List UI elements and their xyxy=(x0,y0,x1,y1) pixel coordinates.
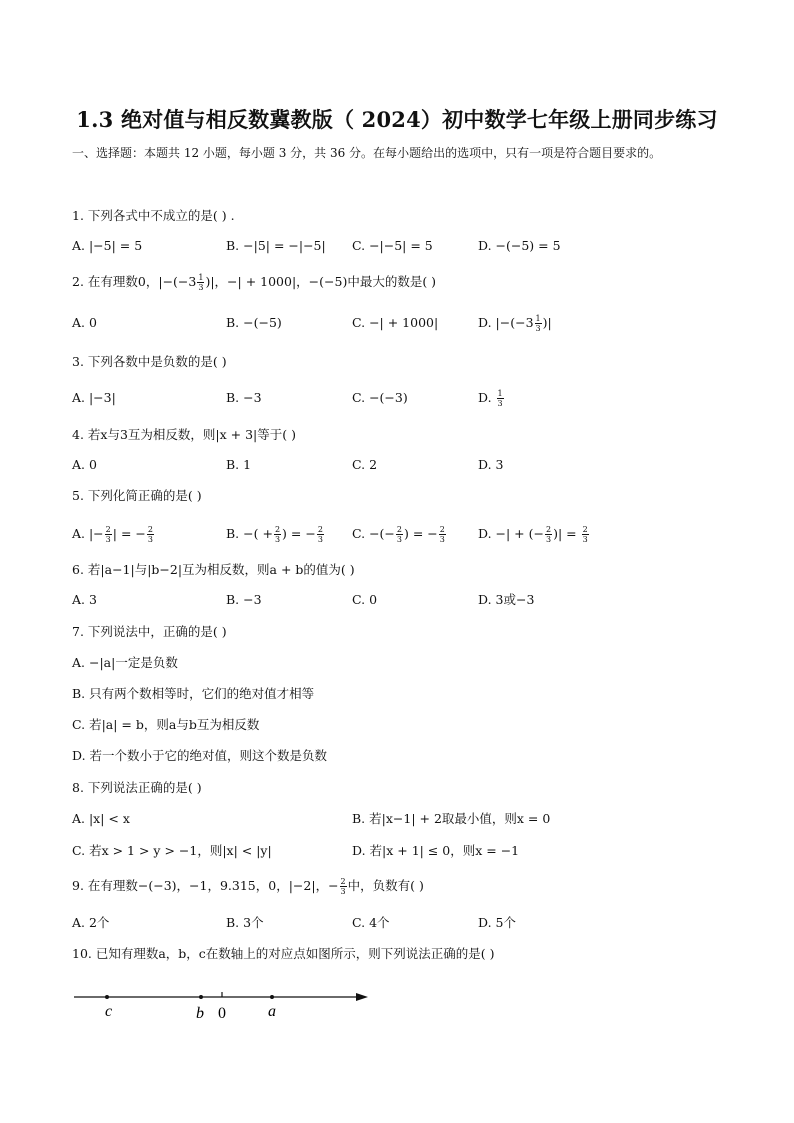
q4-option-b: B. 1 xyxy=(226,457,252,472)
question-9-stem: 9. 在有理数−(−3)，−1，9.315，0，|−2|，− $\frac{2}{3}$ 中，负数有( ) xyxy=(72,877,424,896)
label-b: b xyxy=(196,1005,204,1022)
point-a xyxy=(270,995,274,999)
number-line-arrow-icon xyxy=(356,993,368,1001)
question-6-stem: 6. 若|a−1|与|b−2|互为相反数，则a + b的值为( ) xyxy=(72,562,355,577)
question-1-stem: 1. 下列各式中不成立的是( ) . xyxy=(72,208,235,223)
q6-option-b: B. −3 xyxy=(226,592,262,607)
q5-option-c: C. −(− $\frac{2}{3}$ ) = − $\frac{2}{3}$ xyxy=(352,525,445,544)
question-7-stem: 7. 下列说法中，正确的是( ) xyxy=(72,624,227,639)
q8-option-d: D. 若|x + 1| ≤ 0，则x = −1 xyxy=(352,843,520,858)
q1-option-c: C. −|−5| = 5 xyxy=(352,238,433,253)
q3-option-c: C. −(−3) xyxy=(352,390,408,405)
q4-option-a: A. 0 xyxy=(72,457,97,472)
q7-option-d: D. 若一个数小于它的绝对值，则这个数是负数 xyxy=(72,748,328,763)
q3-option-a: A. |−3| xyxy=(72,390,116,405)
q5-option-d: D. −| + (− $\frac{2}{3}$ )| = $\frac{2}{3}$ xyxy=(478,525,588,544)
q5-option-b: B. −( + $\frac{2}{3}$ ) = − $\frac{2}{3}$ xyxy=(226,525,323,544)
q2-option-a: A. 0 xyxy=(72,315,97,330)
q6-option-c: C. 0 xyxy=(352,592,378,607)
label-c: c xyxy=(105,1003,113,1020)
section-heading: 一、选择题：本题共 12 小题，每小题 3 分，共 36 分。在每小题给出的选项中，只有一项是符合题目要求的。 xyxy=(72,146,662,160)
q3-option-b: B. −3 xyxy=(226,390,262,405)
question-10-stem: 10. 已知有理数a，b，c在数轴上的对应点如图所示，则下列说法正确的是( ) xyxy=(72,946,495,961)
question-8-stem: 8. 下列说法正确的是( ) xyxy=(72,780,202,795)
q4-option-d: D. 3 xyxy=(478,457,504,472)
q9-option-b: B. 3个 xyxy=(226,915,264,930)
question-3-stem: 3. 下列各数中是负数的是( ) xyxy=(72,354,227,369)
q8-option-c: C. 若x > 1 > y > −1，则|x| < |y| xyxy=(72,843,272,858)
q2-option-d: D. |−(−3 $\frac{1}{3}$ )| xyxy=(478,314,552,333)
q6-option-d: D. 3或−3 xyxy=(478,592,535,607)
number-line-figure xyxy=(72,985,382,1025)
page-title: 1.3 绝对值与相反数冀教版（ 2024）初中数学七年级上册同步练习 xyxy=(76,107,718,132)
question-4-stem: 4. 若x与3互为相反数，则|x + 3|等于( ) xyxy=(72,427,296,442)
q2-option-c: C. −| + 1000| xyxy=(352,315,439,330)
point-b xyxy=(199,995,203,999)
q7-option-c: C. 若|a| = b，则a与b互为相反数 xyxy=(72,717,260,732)
label-a: a xyxy=(268,1003,276,1020)
q3-option-d: D. $\frac{1}{3}$ xyxy=(478,389,503,408)
q1-option-b: B. −|5| = −|−5| xyxy=(226,238,326,253)
q7-option-a: A. −|a|一定是负数 xyxy=(72,655,178,670)
q7-option-b: B. 只有两个数相等时，它们的绝对值才相等 xyxy=(72,686,315,701)
q2-abs-expression: |−(−3 $\frac{1}{3}$ )| xyxy=(158,273,215,292)
q2-option-b: B. −(−5) xyxy=(226,315,282,330)
q6-option-a: A. 3 xyxy=(72,592,97,607)
question-2-stem: 2. 在有理数0，|−(−3 $\frac{1}{3}$ )|，−| + 1000|，−(−5)中最大的数是( ) xyxy=(72,273,437,292)
point-c xyxy=(105,995,109,999)
q5-option-a: A. |− $\frac{2}{3}$ | = − $\frac{2}{3}$ xyxy=(72,525,153,544)
label-zero: 0 xyxy=(218,1005,226,1022)
q9-option-d: D. 5个 xyxy=(478,915,516,930)
question-5-stem: 5. 下列化简正确的是( ) xyxy=(72,488,202,503)
q9-option-c: C. 4个 xyxy=(352,915,390,930)
q1-option-d: D. −(−5) = 5 xyxy=(478,238,561,253)
q1-option-a: A. |−5| = 5 xyxy=(72,238,143,253)
q8-option-b: B. 若|x−1| + 2取最小值，则x = 0 xyxy=(352,811,551,826)
q4-option-c: C. 2 xyxy=(352,457,378,472)
q9-option-a: A. 2个 xyxy=(72,915,110,930)
q8-option-a: A. |x| < x xyxy=(72,811,130,826)
